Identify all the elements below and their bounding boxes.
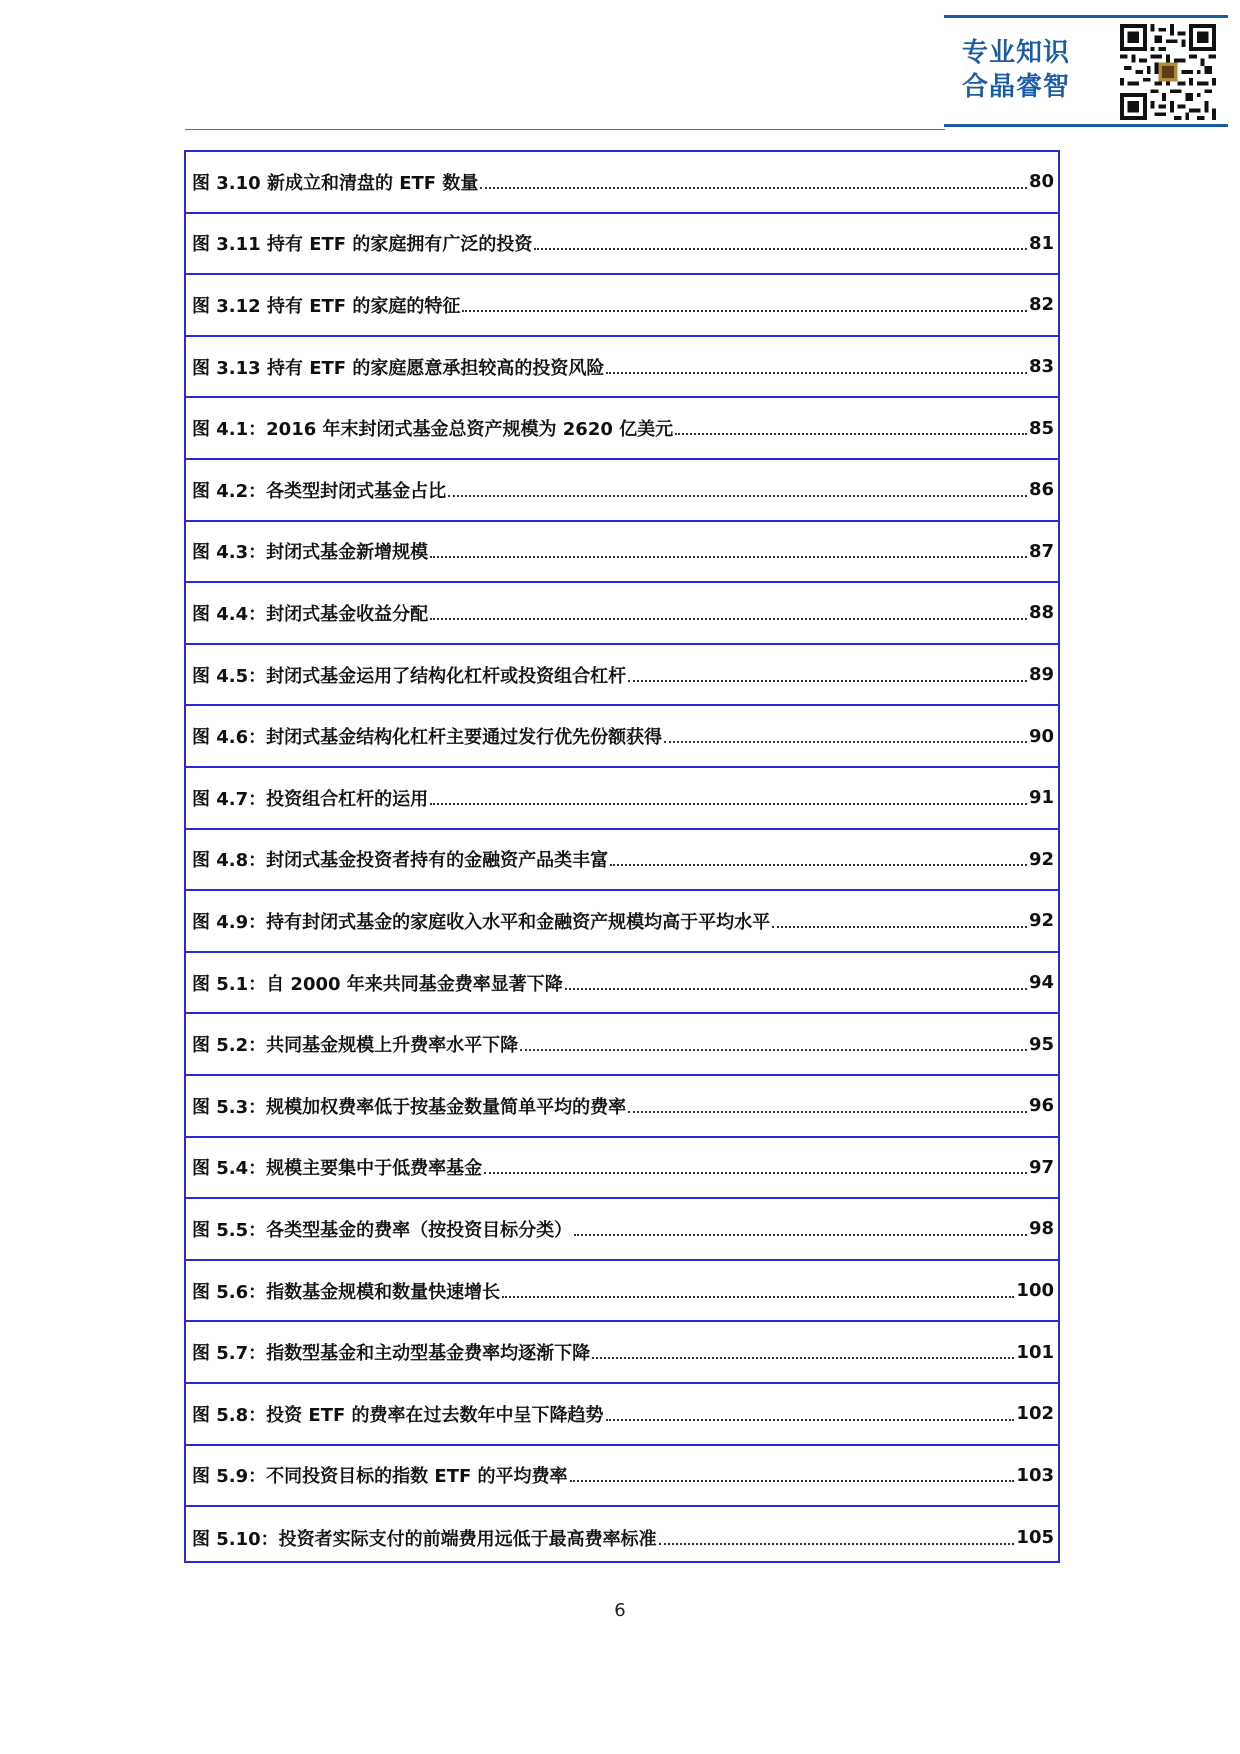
toc-entry[interactable] <box>186 891 1058 953</box>
toc-entry[interactable] <box>186 522 1058 584</box>
toc-entry[interactable] <box>186 1261 1058 1323</box>
toc-entry[interactable] <box>186 1322 1058 1384</box>
toc-entry-page: 88 <box>1028 602 1054 624</box>
toc-entry-label: 图 3.11 持有 ETF 的家庭拥有广泛的投资 <box>192 234 533 256</box>
toc-entry-label: 图 4.3：封闭式基金新增规模 <box>192 542 429 564</box>
toc-entry[interactable] <box>186 460 1058 522</box>
toc-entry-label: 图 5.4：规模主要集中于低费率基金 <box>192 1158 483 1180</box>
toc-entry-label: 图 5.5：各类型基金的费率（按投资目标分类） <box>192 1219 573 1241</box>
toc-entry-page: 94 <box>1028 972 1054 994</box>
toc-entry[interactable] <box>186 152 1058 214</box>
toc-entry-page: 92 <box>1028 910 1054 932</box>
toc-entry-label: 图 3.13 持有 ETF 的家庭愿意承担较高的投资风险 <box>192 357 605 379</box>
toc-leader-dots <box>430 538 1027 558</box>
toc-entry-page: 81 <box>1028 232 1054 254</box>
toc-entry-page: 96 <box>1028 1095 1054 1117</box>
toc-leader-dots <box>484 1154 1027 1174</box>
toc-entry-page: 103 <box>1016 1464 1054 1486</box>
toc-entry[interactable] <box>186 398 1058 460</box>
toc-entry-label: 图 3.10 新成立和清盘的 ETF 数量 <box>192 172 479 194</box>
toc-entry-label: 图 5.8：投资 ETF 的费率在过去数年中呈下降趋势 <box>192 1404 604 1426</box>
toc-leader-dots <box>570 1462 1015 1482</box>
toc-leader-dots <box>448 477 1027 497</box>
figure-index-table <box>184 150 1060 1563</box>
toc-entry-label: 图 4.8：封闭式基金投资者持有的金融资产品类丰富 <box>192 850 609 872</box>
toc-entry[interactable] <box>186 1199 1058 1261</box>
toc-entry-page: 98 <box>1028 1218 1054 1240</box>
toc-entry[interactable] <box>186 1507 1058 1569</box>
toc-entry[interactable] <box>186 214 1058 276</box>
toc-entry[interactable] <box>186 953 1058 1015</box>
toc-entry[interactable] <box>186 1446 1058 1508</box>
toc-leader-dots <box>480 169 1027 189</box>
toc-leader-dots <box>664 723 1027 743</box>
toc-entry-label: 图 4.6：封闭式基金结构化杠杆主要通过发行优先份额获得 <box>192 727 663 749</box>
toc-entry-label: 图 5.7：指数型基金和主动型基金费率均逐渐下降 <box>192 1343 591 1365</box>
toc-leader-dots <box>592 1339 1014 1359</box>
toc-entry-page: 95 <box>1028 1033 1054 1055</box>
toc-leader-dots <box>772 908 1027 928</box>
toc-entry-label: 图 3.12 持有 ETF 的家庭的特征 <box>192 295 461 317</box>
toc-entry[interactable] <box>186 768 1058 830</box>
toc-leader-dots <box>628 1093 1027 1113</box>
toc-entry[interactable] <box>186 275 1058 337</box>
toc-entry[interactable] <box>186 645 1058 707</box>
toc-entry-page: 89 <box>1028 664 1054 686</box>
header-rule <box>185 129 945 130</box>
toc-entry-page: 105 <box>1016 1527 1054 1549</box>
toc-entry-page: 85 <box>1028 417 1054 439</box>
toc-entry[interactable] <box>186 583 1058 645</box>
toc-leader-dots <box>534 230 1027 250</box>
toc-entry-page: 97 <box>1028 1156 1054 1178</box>
toc-entry-page: 102 <box>1016 1403 1054 1425</box>
toc-entry-page: 86 <box>1028 479 1054 501</box>
toc-leader-dots <box>430 785 1027 805</box>
toc-entry-label: 图 4.4：封闭式基金收益分配 <box>192 603 429 625</box>
toc-leader-dots <box>462 292 1027 312</box>
toc-entry-label: 图 4.9：持有封闭式基金的家庭收入水平和金融资产规模均高于平均水平 <box>192 911 771 933</box>
toc-entry-page: 80 <box>1028 171 1054 193</box>
toc-entry[interactable] <box>186 1138 1058 1200</box>
toc-leader-dots <box>606 354 1027 374</box>
toc-entry-label: 图 5.10：投资者实际支付的前端费用远低于最高费率标准 <box>192 1528 657 1550</box>
toc-entry-label: 图 4.1：2016 年末封闭式基金总资产规模为 2620 亿美元 <box>192 419 674 441</box>
toc-entry-label: 图 4.7：投资组合杠杆的运用 <box>192 788 429 810</box>
toc-entry-page: 87 <box>1028 540 1054 562</box>
toc-leader-dots <box>574 1216 1027 1236</box>
toc-entry-page: 83 <box>1028 356 1054 378</box>
toc-leader-dots <box>675 415 1027 435</box>
toc-entry-label: 图 5.6：指数基金规模和数量快速增长 <box>192 1281 501 1303</box>
toc-entry-label: 图 4.2：各类型封闭式基金占比 <box>192 480 447 502</box>
toc-entry-page: 101 <box>1016 1341 1054 1363</box>
page-number: 6 <box>614 1600 626 1621</box>
toc-leader-dots <box>606 1401 1015 1421</box>
toc-leader-dots <box>430 600 1027 620</box>
toc-entry[interactable] <box>186 1384 1058 1446</box>
toc-leader-dots <box>610 846 1027 866</box>
brand-line-2: 合晶睿智 <box>962 72 1071 102</box>
toc-leader-dots <box>502 1278 1014 1298</box>
toc-entry-page: 91 <box>1028 787 1054 809</box>
toc-entry-label: 图 5.2：共同基金规模上升费率水平下降 <box>192 1035 519 1057</box>
toc-entry[interactable] <box>186 337 1058 399</box>
toc-entry-label: 图 5.1：自 2000 年来共同基金费率显著下降 <box>192 973 563 995</box>
toc-entry-label: 图 4.5：封闭式基金运用了结构化杠杆或投资组合杠杆 <box>192 665 627 687</box>
toc-leader-dots <box>520 1031 1027 1051</box>
toc-entry[interactable] <box>186 830 1058 892</box>
toc-entry-page: 90 <box>1028 725 1054 747</box>
brand-line-1: 专业知识 <box>962 38 1071 68</box>
toc-entry-page: 92 <box>1028 848 1054 870</box>
brand-logo <box>944 15 1228 127</box>
toc-entry-page: 82 <box>1028 294 1054 316</box>
toc-leader-dots <box>628 662 1027 682</box>
toc-entry-label: 图 5.3：规模加权费率低于按基金数量简单平均的费率 <box>192 1096 627 1118</box>
toc-entry[interactable] <box>186 1014 1058 1076</box>
toc-entry-label: 图 5.9：不同投资目标的指数 ETF 的平均费率 <box>192 1466 568 1488</box>
brand-text <box>962 36 1092 104</box>
qr-code-icon <box>1120 24 1216 120</box>
toc-leader-dots <box>659 1525 1015 1545</box>
toc-leader-dots <box>565 970 1027 990</box>
toc-entry-page: 100 <box>1016 1280 1054 1302</box>
toc-entry[interactable] <box>186 706 1058 768</box>
toc-entry[interactable] <box>186 1076 1058 1138</box>
